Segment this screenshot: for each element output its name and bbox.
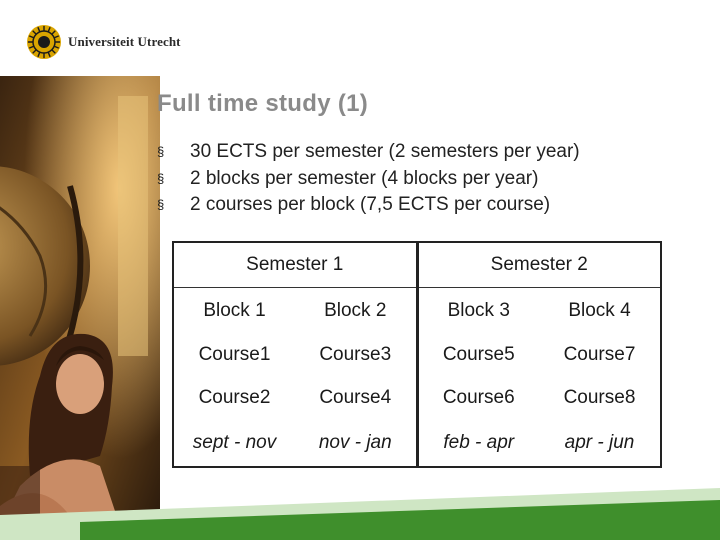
block-cell: Block 1	[203, 299, 266, 321]
period-cell: sept - nov	[192, 431, 277, 453]
course-cell: Course2	[198, 386, 271, 408]
sun-seal-icon	[26, 24, 62, 60]
course-cell: Course1	[198, 343, 271, 365]
block-cell: Block 4	[568, 299, 631, 321]
course-cell: Course7	[563, 343, 636, 365]
decorative-photo	[0, 76, 160, 526]
bullet-text: 2 blocks per semester (4 blocks per year)	[190, 167, 539, 189]
bullet-item	[157, 192, 580, 219]
bullet-marker: §	[157, 197, 165, 212]
bullet-item	[157, 139, 580, 166]
bullet-item	[157, 166, 580, 193]
logo-text: Universiteit Utrecht	[68, 34, 181, 49]
course-row	[173, 333, 661, 376]
period-row	[173, 419, 661, 467]
bullet-text: 30 ECTS per semester (2 semesters per year)	[190, 141, 580, 162]
period-cell: nov - jan	[295, 419, 417, 467]
slide-title: Full time study (1)	[157, 90, 369, 117]
course-cell: Course3	[295, 333, 417, 376]
bullet-marker: §	[157, 170, 165, 186]
period-cell: apr - jun	[564, 431, 635, 453]
bullet-list	[157, 139, 580, 219]
course-cell: Course4	[295, 376, 417, 419]
schedule-table	[172, 241, 662, 468]
course-cell: Course8	[563, 386, 636, 408]
semester-1-header: Semester 1	[173, 242, 417, 288]
bullet-text: 2 courses per block (7,5 ECTS per course)	[190, 194, 551, 215]
bullet-marker: §	[157, 144, 165, 159]
semester-2-header: Semester 2	[417, 242, 661, 288]
semester-header-row	[173, 242, 661, 288]
course-cell: Course6	[442, 386, 515, 408]
university-logo	[26, 24, 186, 60]
period-cell: feb - apr	[443, 431, 515, 453]
block-cell: Block 3	[447, 299, 510, 321]
course-cell: Course5	[442, 343, 515, 365]
course-row	[173, 376, 661, 419]
block-header-row	[173, 288, 661, 334]
block-cell: Block 2	[295, 288, 417, 334]
